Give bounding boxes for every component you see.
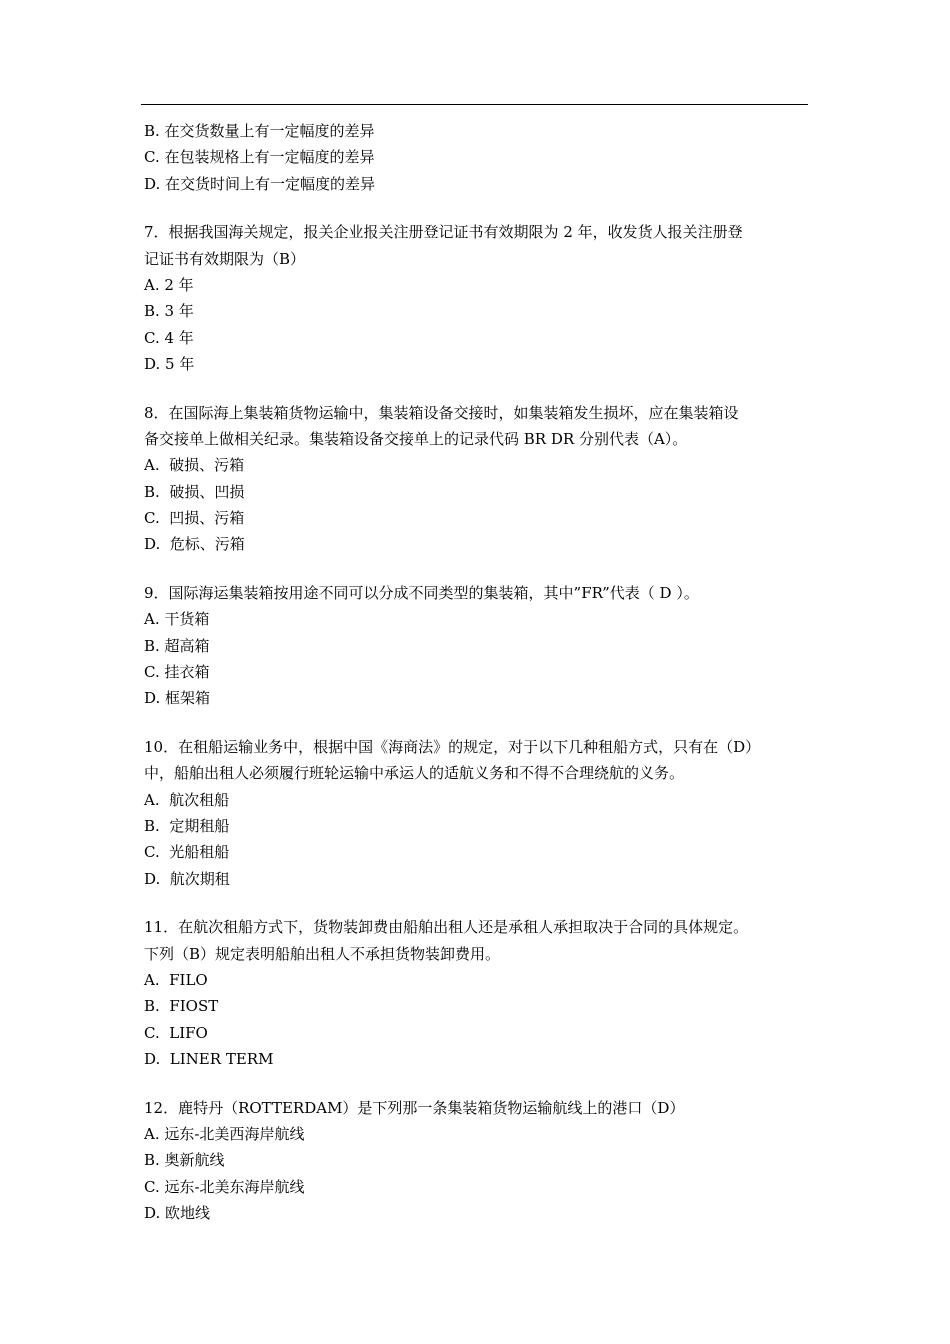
option: B. 在交货数量上有一定幅度的差异 [144, 122, 375, 140]
option: B. 超高箱 [144, 636, 210, 655]
question-stem: 11．在航次租船方式下，货物装卸费由船舶出租人还是承租人承担取决于合同的具体规定。 [144, 918, 749, 937]
question-stem: 中，船舶出租人必须履行班轮运输中承运人的适航义务和不得不合理绕航的义务。 [144, 764, 685, 783]
option: C. 远东-北美东海岸航线 [144, 1177, 305, 1196]
question-stem: 备交接单上做相关纪录。集装箱设备交接单上的记录代码 BR DR 分别代表（A）。 [144, 429, 688, 448]
question-stem: 9．国际海运集装箱按用途不同可以分成不同类型的集装箱，其中”FR”代表（ D ）。 [144, 583, 699, 602]
option: A. 破损、污箱 [144, 456, 245, 475]
option: A. 2 年 [144, 275, 194, 294]
option: C. LIFO [144, 1023, 208, 1042]
question-stem: 下列（B）规定表明船舶出租人不承担货物装卸费用。 [144, 944, 501, 963]
option: D. 航次期租 [144, 869, 230, 888]
question-11 [144, 914, 812, 1072]
question-stem: 12．鹿特丹（ROTTERDAM）是下列那一条集装箱货物运输航线上的港口（D） [144, 1098, 685, 1117]
option: B. 奥新航线 [144, 1151, 225, 1170]
option: D. 5 年 [144, 355, 195, 374]
option: D. 危标、污箱 [144, 535, 245, 554]
option: C. 挂衣箱 [144, 663, 210, 682]
question-stem: 8．在国际海上集装箱货物运输中，集装箱设备交接时，如集装箱发生损坏，应在集装箱设 [144, 403, 739, 422]
option: C. 光船租船 [144, 843, 230, 862]
document-body [144, 118, 812, 1226]
option: A. FILO [144, 970, 208, 989]
question-stem: 记证书有效期限为（B） [144, 249, 306, 268]
header-rule [141, 104, 808, 105]
option: C. 4 年 [144, 328, 194, 347]
question-12 [144, 1095, 812, 1227]
prev-question-options [144, 118, 812, 197]
option: D. 在交货时间上有一定幅度的差异 [144, 174, 376, 193]
question-8 [144, 400, 812, 558]
option: B. 破损、凹损 [144, 482, 245, 501]
option: D. 欧地线 [144, 1204, 211, 1223]
option: A. 干货箱 [144, 610, 210, 629]
question-7 [144, 219, 812, 377]
option: C. 在包装规格上有一定幅度的差异 [144, 148, 375, 167]
option: C. 凹损、污箱 [144, 509, 245, 528]
option: B. 定期租船 [144, 816, 230, 835]
option: D. 框架箱 [144, 689, 211, 708]
question-10 [144, 734, 812, 892]
option: D. LINER TERM [144, 1050, 274, 1069]
option: B. FIOST [144, 997, 219, 1016]
option: B. 3 年 [144, 302, 194, 321]
question-stem: 10．在租船运输业务中，根据中国《海商法》的规定，对于以下几种租船方式，只有在（D） [144, 737, 761, 756]
option: A. 远东-北美西海岸航线 [144, 1124, 305, 1143]
question-9 [144, 580, 812, 712]
question-stem: 7．根据我国海关规定，报关企业报关注册登记证书有效期限为 2 年，收发货人报关注册登 [144, 223, 743, 242]
option: A. 航次租船 [144, 790, 230, 809]
